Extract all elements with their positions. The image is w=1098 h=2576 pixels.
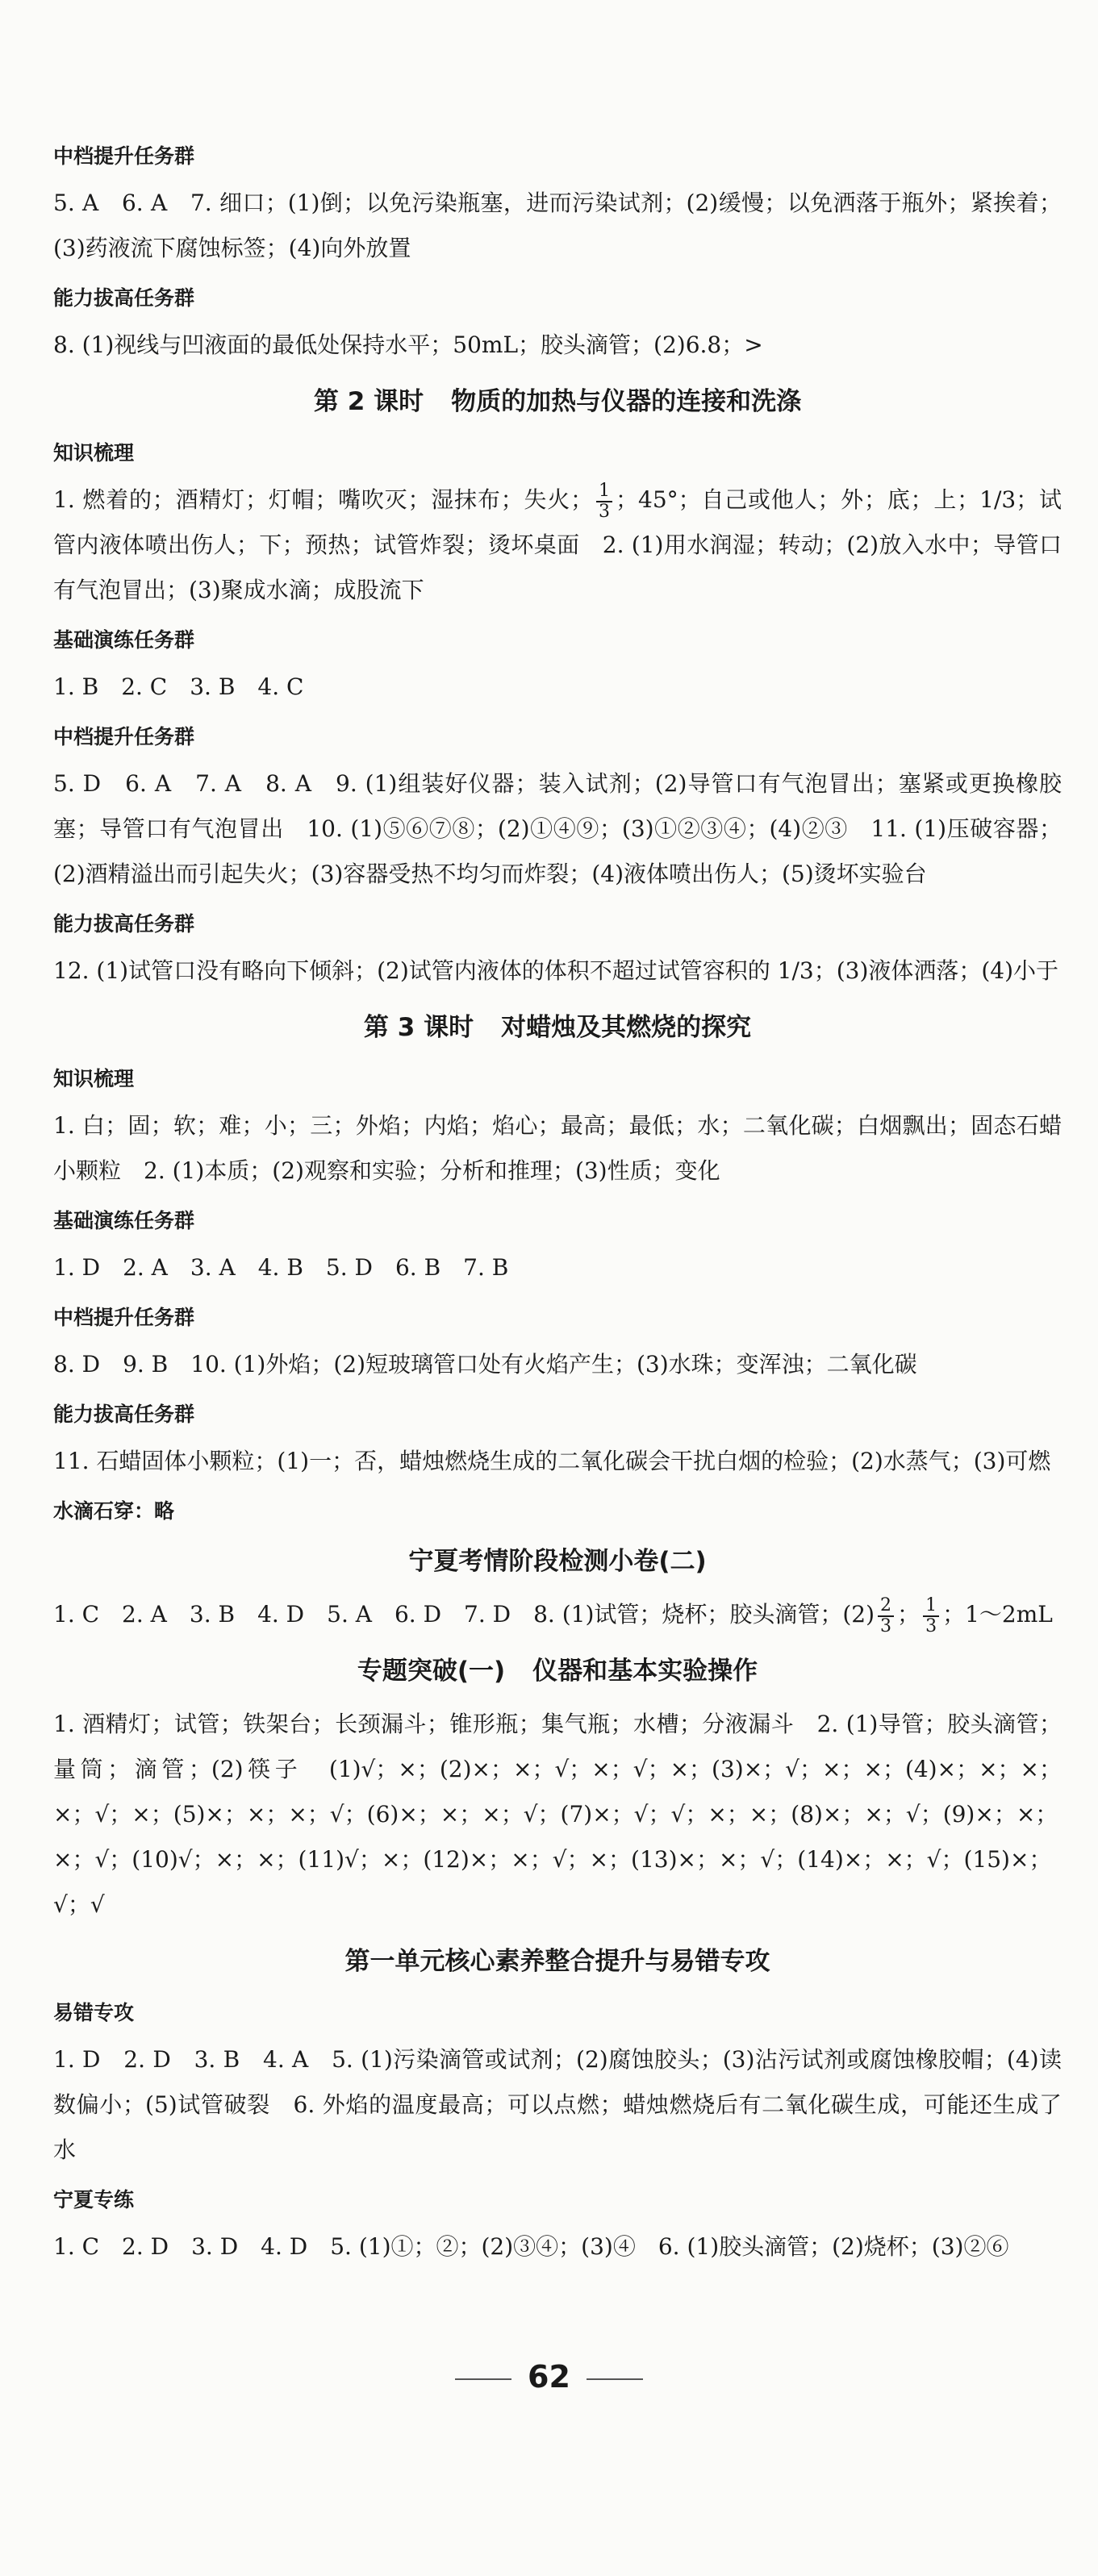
fraction-denominator: 3 [880,1615,892,1636]
answer-paragraph: 8. D 9. B 10. (1)外焰；(2)短玻璃管口处有火焰产生；(3)水珠；变浑浊；二氧化碳 [53,1351,917,1378]
test-2-title: 宁夏考情阶段检测小卷(二) [408,1547,707,1576]
fraction-denominator: 3 [599,501,611,522]
section-heading: 中档提升任务群 [53,725,195,748]
unit-title: 第一单元核心素养整合提升与易错专攻 [344,1947,770,1976]
section-heading: 知识梳理 [53,441,135,465]
section-heading: 基础演练任务群 [53,1209,195,1232]
lesson-number: 第 2 课时 [313,387,424,416]
lesson-2-title [53,377,1062,426]
answer-text: ；1～2mL [942,1601,1053,1628]
section-heading: 中档提升任务群 [53,144,195,168]
answer-paragraph: 11. 石蜡固体小颗粒；(1)一；否，蜡烛燃烧生成的二氧化碳会干扰白烟的检验；(2)水蒸气；(3)可燃 [53,1448,1051,1474]
answer-paragraph: 1. 酒精灯；试管；铁架台；长颈漏斗；锥形瓶；集气瓶；水槽；分液漏斗 2. (1)导管；胶头滴管；量筒；滴管；(2)筷子 (1)√；×；(2)×；×；√；×；√；×；(3)×；√；×；×；(4)×；×；×；×；√；×；(5)×；×；×；√；(6)×；×；×；√；(7)×；√；√；×；×；(8)×；×；√；(9)×；×；×；√；(10)√；×；×；(11)√；×；(12)×；×；√；×；(13)×；×；√；(14)×；×；√；(15)×；√；√ [53,1711,1062,1918]
section-heading: 中档提升任务群 [53,1306,195,1329]
section-heading: 宁夏专练 [53,2188,135,2211]
special-topic-name: 仪器和基本实验操作 [532,1657,758,1686]
fraction-denominator: 3 [925,1615,937,1636]
fraction [923,1596,939,1636]
answer-paragraph [53,1592,1062,1637]
page-number-dash [455,2378,511,2380]
fraction-numerator: 2 [878,1596,894,1617]
answer-paragraph [53,477,1062,613]
answer-paragraph: 1. 白；固；软；难；小；三；外焰；内焰；焰心；最高；最低；水；二氧化碳；白烟飘出；固态石蜡小颗粒 2. (1)本质；(2)观察和实验；分析和推理；(3)性质；变化 [53,1112,1062,1184]
lesson-3-title [53,1003,1062,1052]
answer-content [53,129,1062,2270]
answer-text: ；45°；自己或他人；外；底；上；1/3；试管内液体喷出伤人；下；预热；试管炸裂；烫坏桌面 2. (1)用水润湿；转动；(2)放入水中；导管口有气泡冒出；(3)聚成水滴；成股流下 [53,486,1062,603]
fraction [878,1596,894,1636]
answer-text: ； [897,1601,921,1628]
page-number-row [0,2359,1098,2395]
answer-paragraph: 12. (1)试管口没有略向下倾斜；(2)试管内液体的体积不超过试管容积的 1/3；(3)液体洒落；(4)小于 [53,957,1059,984]
answer-text: 1. C 2. A 3. B 4. D 5. A 6. D 7. D 8. (1)试管；烧杯；胶头滴管；(2) [53,1601,875,1628]
section-heading: 能力拔高任务群 [53,1403,195,1426]
lesson-name: 对蜡烛及其燃烧的探究 [501,1013,752,1042]
page-number-dash [587,2378,643,2380]
special-topic-label: 专题突破(一) [357,1657,506,1686]
lesson-name: 物质的加热与仪器的连接和洗涤 [451,387,802,416]
lesson-number: 第 3 课时 [363,1013,474,1042]
section-heading: 知识梳理 [53,1067,135,1090]
section-heading: 基础演练任务群 [53,628,195,652]
section-heading: 易错专攻 [53,2001,135,2024]
answer-paragraph: 5. D 6. A 7. A 8. A 9. (1)组装好仪器；装入试剂；(2)导管口有气泡冒出；塞紧或更换橡胶塞；导管口有气泡冒出 10. (1)⑤⑥⑦⑧；(2)①④⑨；(3)①②③④；(4)②③ 11. (1)压破容器；(2)酒精溢出而引起失火；(3)容器受热不均匀而炸裂；(4)液体喷出伤人；(5)烫坏实验台 [53,770,1062,887]
special-topic-title [53,1647,1062,1695]
answer-paragraph: 5. A 6. A 7. 细口；(1)倒；以免污染瓶塞，进而污染试剂；(2)缓慢；以免洒落于瓶外；紧挨着；(3)药液流下腐蚀标签；(4)向外放置 [53,190,1062,261]
answer-paragraph: 1. C 2. D 3. D 4. D 5. (1)①；②；(2)③④；(3)④ 6. (1)胶头滴管；(2)烧杯；(3)②⑥ [53,2233,1009,2260]
fraction-numerator: 1 [596,481,612,502]
page-number: 62 [528,2359,570,2395]
section-heading: 能力拔高任务群 [53,912,195,936]
answer-paragraph: 1. D 2. A 3. A 4. B 5. D 6. B 7. B [53,1254,509,1281]
answer-paragraph: 1. D 2. D 3. B 4. A 5. (1)污染滴管或试剂；(2)腐蚀胶头；(3)沾污试剂或腐蚀橡胶帽；(4)读数偏小；(5)试管破裂 6. 外焰的温度最高；可以点燃；蜡烛燃烧后有二氧化碳生成，可能还生成了水 [53,2046,1062,2163]
fraction [596,481,612,522]
section-heading: 能力拔高任务群 [53,286,195,310]
section-heading: 水滴石穿：略 [53,1499,175,1523]
answer-paragraph: 1. B 2. C 3. B 4. C [53,673,304,700]
answer-text: 1. 燃着的；酒精灯；灯帽；嘴吹灭；湿抹布；失火； [53,486,594,513]
answer-paragraph: 8. (1)视线与凹液面的最低处保持水平；50mL；胶头滴管；(2)6.8；> [53,331,763,358]
fraction-numerator: 1 [923,1596,939,1617]
